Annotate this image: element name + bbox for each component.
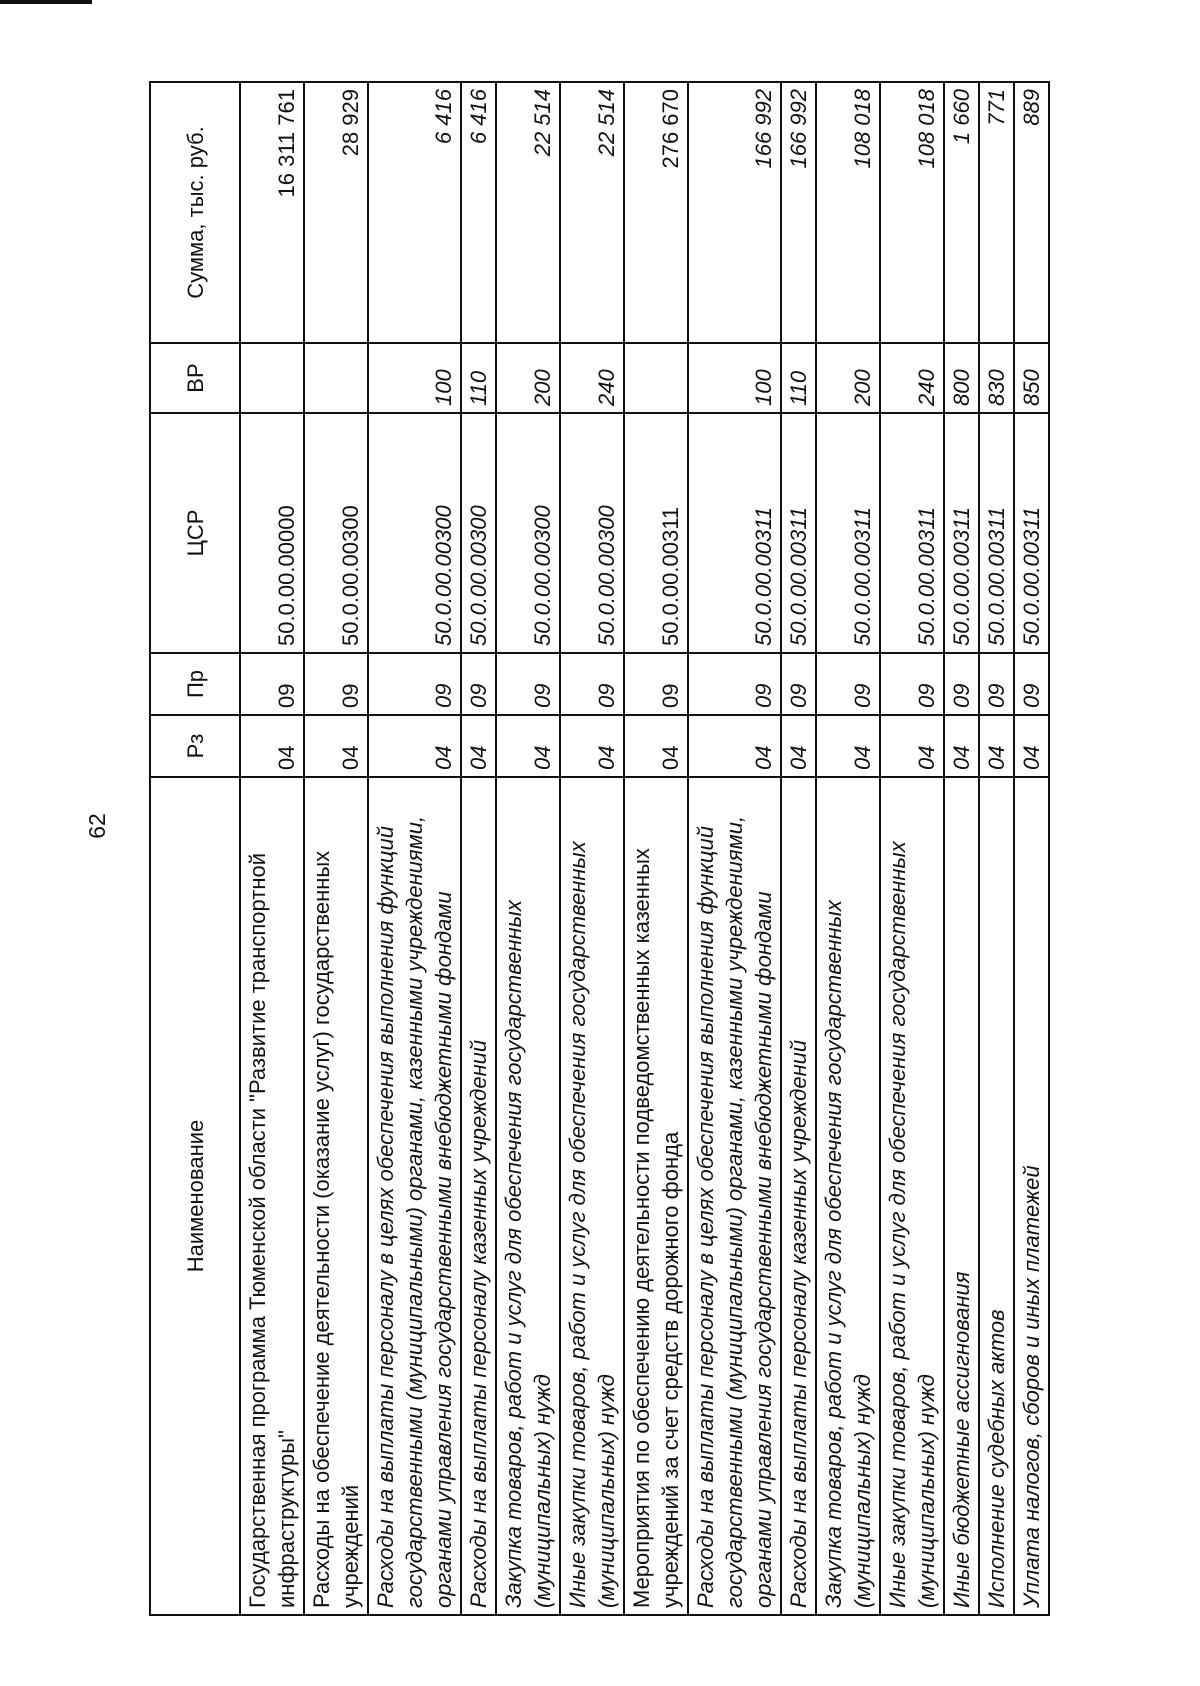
table-row bbox=[688, 82, 781, 1615]
cell-name: Исполнение судебных актов bbox=[979, 777, 1014, 1615]
cell-name: Закупка товаров, работ и услуг для обеспечения государственных (муниципальных) нужд bbox=[496, 777, 560, 1615]
cell-rz: 04 bbox=[979, 715, 1014, 777]
table-row bbox=[880, 82, 944, 1615]
cell-rz: 04 bbox=[944, 715, 979, 777]
table-body bbox=[240, 82, 1049, 1615]
cell-csr: 50.0.00.00311 bbox=[880, 413, 944, 653]
cell-sum: 6 416 bbox=[461, 82, 496, 343]
cell-sum: 108 018 bbox=[816, 82, 880, 343]
cell-csr: 50.0.00.00000 bbox=[240, 413, 304, 653]
cell-rz: 04 bbox=[496, 715, 560, 777]
header-name: Наименование bbox=[150, 777, 240, 1615]
cell-csr: 50.0.00.00311 bbox=[781, 413, 816, 653]
cell-sum: 889 bbox=[1014, 82, 1049, 343]
cell-name: Закупка товаров, работ и услуг для обеспечения государственных (муниципальных) нужд bbox=[816, 777, 880, 1615]
cell-name: Уплата налогов, сборов и иных платежей bbox=[1014, 777, 1049, 1615]
cell-name: Расходы на выплаты персоналу казенных учреждений bbox=[781, 777, 816, 1615]
cell-vr: 830 bbox=[979, 343, 1014, 413]
cell-rz: 04 bbox=[368, 715, 461, 777]
header-vr: ВР bbox=[150, 343, 240, 413]
cell-vr: 200 bbox=[816, 343, 880, 413]
cell-rz: 04 bbox=[816, 715, 880, 777]
cell-name: Расходы на обеспечение деятельности (оказание услуг) государственных учреждений bbox=[304, 777, 368, 1615]
cell-pr: 09 bbox=[1014, 653, 1049, 715]
table-row bbox=[368, 82, 461, 1615]
table-row bbox=[496, 82, 560, 1615]
cell-pr: 09 bbox=[461, 653, 496, 715]
cell-rz: 04 bbox=[304, 715, 368, 777]
cell-sum: 1 660 bbox=[944, 82, 979, 343]
cell-rz: 04 bbox=[560, 715, 624, 777]
cell-name: Государственная программа Тюменской области "Развитие транспортной инфраструктуры" bbox=[240, 777, 304, 1615]
cell-rz: 04 bbox=[624, 715, 688, 777]
cell-pr: 09 bbox=[496, 653, 560, 715]
cell-sum: 22 514 bbox=[496, 82, 560, 343]
cell-name: Иные бюджетные ассигнования bbox=[944, 777, 979, 1615]
cell-csr: 50.0.00.00300 bbox=[304, 413, 368, 653]
cell-name: Мероприятия по обеспечению деятельности подведомственных казенных учреждений за счет средств дорожного фонда bbox=[624, 777, 688, 1615]
cell-csr: 50.0.00.00300 bbox=[368, 413, 461, 653]
cell-name: Иные закупки товаров, работ и услуг для обеспечения государственных (муниципальных) нужд bbox=[880, 777, 944, 1615]
cell-pr: 09 bbox=[880, 653, 944, 715]
cell-rz: 04 bbox=[880, 715, 944, 777]
cell-csr: 50.0.00.00311 bbox=[944, 413, 979, 653]
cell-sum: 166 992 bbox=[688, 82, 781, 343]
cell-sum: 771 bbox=[979, 82, 1014, 343]
cell-pr: 09 bbox=[624, 653, 688, 715]
table-row bbox=[304, 82, 368, 1615]
cell-csr: 50.0.00.00311 bbox=[624, 413, 688, 653]
cell-csr: 50.0.00.00311 bbox=[1014, 413, 1049, 653]
table-row bbox=[944, 82, 979, 1615]
cell-pr: 09 bbox=[781, 653, 816, 715]
cell-name: Расходы на выплаты персоналу в целях обеспечения выполнения функций государственными (муниципальными) органами, казенными учреждениями, органами управления государственными внебюджетными фондами bbox=[368, 777, 461, 1615]
cell-pr: 09 bbox=[816, 653, 880, 715]
cell-vr bbox=[304, 343, 368, 413]
cell-sum: 276 670 bbox=[624, 82, 688, 343]
table-row bbox=[979, 82, 1014, 1615]
cell-pr: 09 bbox=[240, 653, 304, 715]
cell-sum: 6 416 bbox=[368, 82, 461, 343]
cell-rz: 04 bbox=[781, 715, 816, 777]
table-header-row bbox=[150, 82, 240, 1615]
cell-sum: 108 018 bbox=[880, 82, 944, 343]
cell-rz: 04 bbox=[240, 715, 304, 777]
table-row bbox=[781, 82, 816, 1615]
cell-vr: 850 bbox=[1014, 343, 1049, 413]
cell-vr: 200 bbox=[496, 343, 560, 413]
table-row bbox=[1014, 82, 1049, 1615]
cell-vr bbox=[624, 343, 688, 413]
cell-csr: 50.0.00.00311 bbox=[688, 413, 781, 653]
cell-pr: 09 bbox=[304, 653, 368, 715]
cell-rz: 04 bbox=[1014, 715, 1049, 777]
cell-sum: 28 929 bbox=[304, 82, 368, 343]
header-sum: Сумма, тыс. руб. bbox=[150, 82, 240, 343]
header-rz: Рз bbox=[150, 715, 240, 777]
budget-table bbox=[149, 81, 1050, 1616]
cell-vr: 110 bbox=[461, 343, 496, 413]
cell-rz: 04 bbox=[688, 715, 781, 777]
cell-csr: 50.0.00.00300 bbox=[496, 413, 560, 653]
cell-vr: 100 bbox=[368, 343, 461, 413]
cell-csr: 50.0.00.00311 bbox=[816, 413, 880, 653]
cell-csr: 50.0.00.00300 bbox=[560, 413, 624, 653]
cell-vr: 240 bbox=[880, 343, 944, 413]
cell-csr: 50.0.00.00300 bbox=[461, 413, 496, 653]
cell-sum: 22 514 bbox=[560, 82, 624, 343]
cell-vr: 110 bbox=[781, 343, 816, 413]
cell-sum: 16 311 761 bbox=[240, 82, 304, 343]
cell-vr: 800 bbox=[944, 343, 979, 413]
table-row bbox=[560, 82, 624, 1615]
cell-pr: 09 bbox=[979, 653, 1014, 715]
cell-vr bbox=[240, 343, 304, 413]
cell-csr: 50.0.00.00311 bbox=[979, 413, 1014, 653]
cell-pr: 09 bbox=[560, 653, 624, 715]
table-row bbox=[816, 82, 880, 1615]
cell-pr: 09 bbox=[368, 653, 461, 715]
cell-sum: 166 992 bbox=[781, 82, 816, 343]
cell-pr: 09 bbox=[944, 653, 979, 715]
header-pr: Пр bbox=[150, 653, 240, 715]
cell-pr: 09 bbox=[688, 653, 781, 715]
cell-vr: 100 bbox=[688, 343, 781, 413]
cell-name: Расходы на выплаты персоналу казенных учреждений bbox=[461, 777, 496, 1615]
page-number: 62 bbox=[84, 813, 110, 839]
header-csr: ЦСР bbox=[150, 413, 240, 653]
cell-rz: 04 bbox=[461, 715, 496, 777]
cell-vr: 240 bbox=[560, 343, 624, 413]
table-row bbox=[624, 82, 688, 1615]
table-row bbox=[461, 82, 496, 1615]
cell-name: Иные закупки товаров, работ и услуг для обеспечения государственных (муниципальных) нужд bbox=[560, 777, 624, 1615]
cell-name: Расходы на выплаты персоналу в целях обеспечения выполнения функций государственными (муниципальными) органами, казенными учреждениями, органами управления государственными внебюджетными фондами bbox=[688, 777, 781, 1615]
table-row bbox=[240, 82, 304, 1615]
